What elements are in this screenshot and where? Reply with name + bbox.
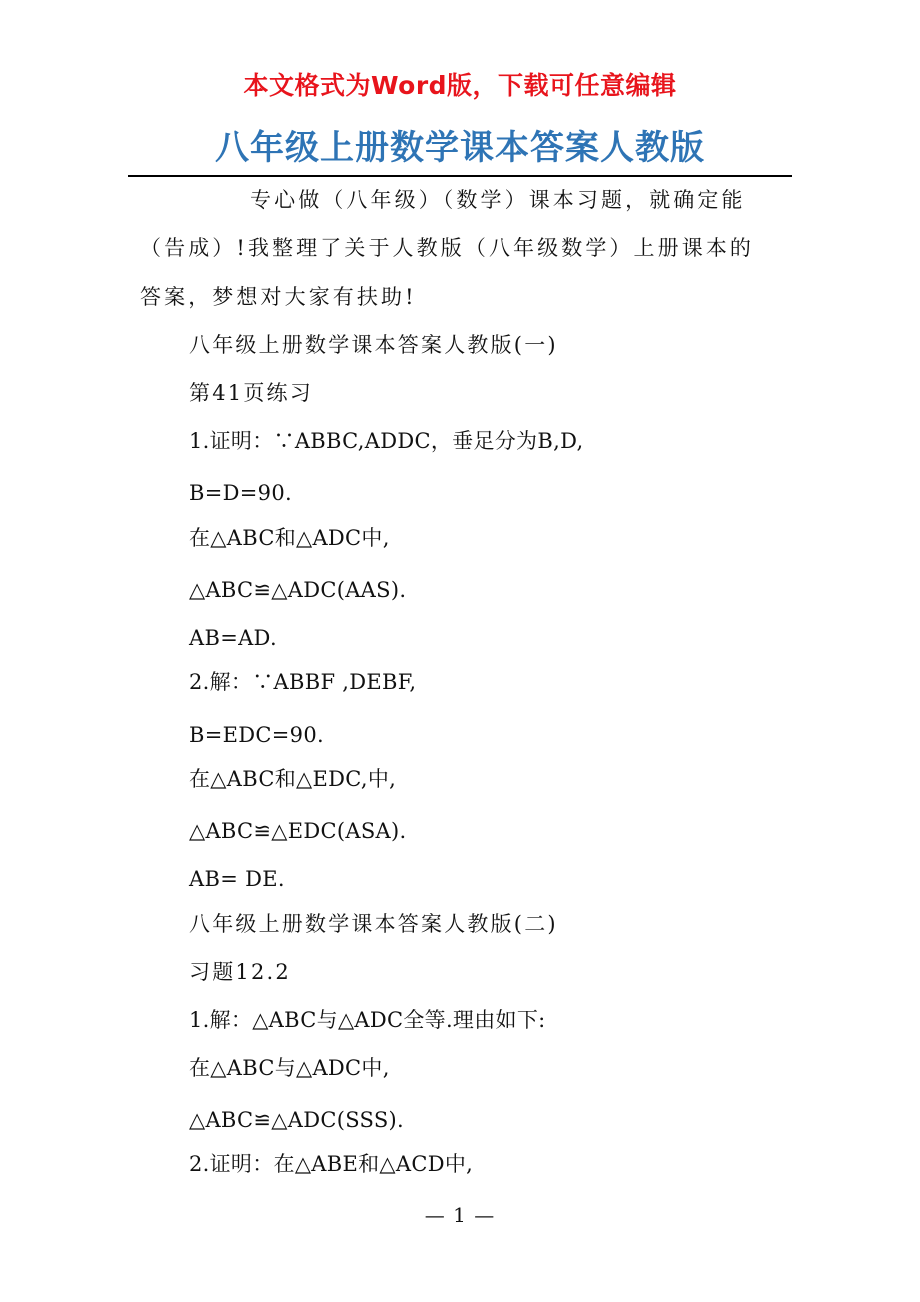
answer-line: △ABC≌△ADC(AAS). xyxy=(189,578,407,602)
answer-line: AB= DE. xyxy=(189,867,285,891)
answer-line: 1.证明：∵ABBC,ADDC，垂足分为B,D, xyxy=(189,429,584,453)
intro-line-2: （告成）!我整理了关于人教版（八年级数学）上册课本的 xyxy=(140,236,755,260)
intro-line-3: 答案，梦想对大家有扶助! xyxy=(140,285,417,309)
document-title: 八年级上册数学课本答案人教版 xyxy=(215,128,705,168)
exercise-label-12-2: 习题12.2 xyxy=(189,960,291,984)
answer-line: 2.证明：在△ABE和△ACD中, xyxy=(189,1152,474,1176)
section-heading-1: 八年级上册数学课本答案人教版(一) xyxy=(189,333,558,357)
answer-line: 2.解：∵ABBF ,DEBF, xyxy=(189,670,417,694)
title-divider xyxy=(128,175,792,177)
answer-line: B=D=90. xyxy=(189,481,292,505)
answer-line: AB=AD. xyxy=(189,626,277,650)
exercise-label-page-41: 第41页练习 xyxy=(189,381,313,405)
answer-line: 在△ABC和△EDC,中, xyxy=(189,767,397,791)
section-heading-2: 八年级上册数学课本答案人教版(二) xyxy=(189,912,558,936)
page-number: — 1 — xyxy=(424,1203,496,1227)
intro-line-1: 专心做（八年级）（数学）课本习题，就确定能 xyxy=(250,188,746,212)
answer-line: B=EDC=90. xyxy=(189,723,324,747)
answer-line: 1.解：△ABC与△ADC全等.理由如下: xyxy=(189,1008,546,1032)
answer-line: 在△ABC和△ADC中, xyxy=(189,526,390,550)
answer-line: △ABC≌△ADC(SSS). xyxy=(189,1108,405,1132)
answer-line: △ABC≌△EDC(ASA). xyxy=(189,819,407,843)
download-banner: 本文格式为Word版，下载可任意编辑 xyxy=(243,71,677,100)
answer-line: 在△ABC与△ADC中, xyxy=(189,1056,390,1080)
